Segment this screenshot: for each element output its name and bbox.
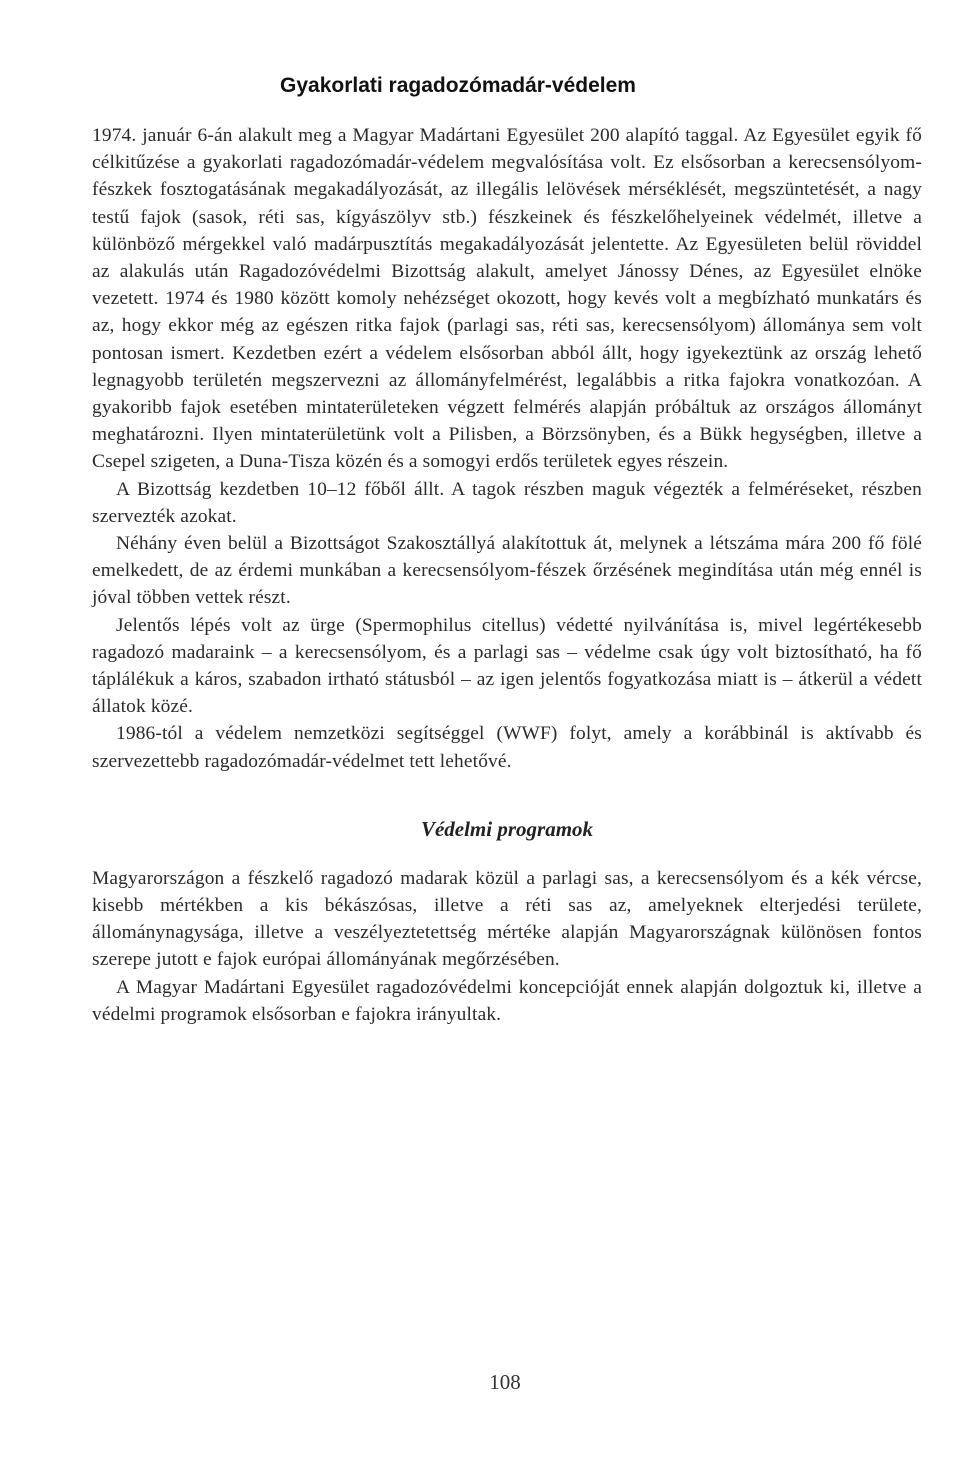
section-title: Gyakorlati ragadozómadár-védelem xyxy=(280,74,636,97)
paragraph-concept: A Magyar Madártani Egyesület ragadozóvédelmi koncepcióját ennek alapján dolgoztuk ki, illetve a védelmi programok elsősorban e fajokra irányultak. xyxy=(92,976,922,1025)
paragraph-section: Néhány éven belül a Bizottságot Szakosztállyá alakítottuk át, melynek a létszáma mára 200 fő fölé emelkedett, de az érdemi munkában a kerecsensólyom-fészek őrzésének megindítása után még ennél is jóval többen vettek részt. xyxy=(92,533,922,609)
page-content xyxy=(92,70,922,1028)
paragraph-founding: 1974. január 6-án alakult meg a Magyar Madártani Egyesület 200 alapító taggal. Az Egyesület egyik fő célkitűzése a gyakorlati ragadozómadár-védelem megvalósítása volt. Ez elsősorban a kerecsensólyom-fészkek fosztogatásának megakadályozását, az illegális lelövések mérséklését, megszüntetését, a nagy testű fajok (sasok, réti sas, kígyászölyv stb.) fészkeinek és fészkelőhelyeinek védelmét, illetve a különböző mérgekkel való madárpusztítás megakadályozását jelentette. Az Egyesületen belül röviddel az alakulás után Ragadozóvédelmi Bizottság alakult, amelyet Jánossy Dénes, az Egyesület elnöke vezetett. 1974 és 1980 között komoly nehézséget okozott, hogy kevés volt a megbízható munkatárs és az, hogy ekkor még az egészen ritka fajok (parlagi sas, réti sas, kerecsensólyom) állománya sem volt pontosan ismert. Kezdetben ezért a védelem elsősorban abból állt, hogy igyekeztünk az ország lehető legnagyobb területén megszervezni az állományfelmérést, legalábbis a ritka fajokra vonatkozóan. A gyakoribb fajok esetében mintaterületeken végzett felmérés alapján próbáltuk az országos állományt meghatározni. Ilyen mintaterületünk volt a Pilisben, a Börzsönyben, és a Bükk hegységben, illetve a Csepel szigeten, a Duna-Tisza közén és a somogyi erdős területek egyes részein. xyxy=(92,125,922,473)
paragraph-ground-squirrel: Jelentős lépés volt az ürge (Spermophilus citellus) védetté nyilvánítása is, mivel legértékesebb ragadozó madaraink – a kerecsensólyom, és a parlagi sas – védelme csak úgy volt biztosítható, ha fő táplálékuk a káros, szabadon irtható státusból – az igen jelentős fogyatkozása miatt is – átkerül a védett állatok közé. xyxy=(92,614,922,718)
paragraph-species: Magyarországon a fészkelő ragadozó madarak közül a parlagi sas, a kerecsensólyom és a kék vércse, kisebb mértékben a kis békászósas, illetve a réti sas az, amelyeknek elterjedési területe, állománynagysága, illetve a veszélyeztetettség mértéke alapján Magyarországnak különösen fontos szerepe jutott e fajok európai állományának megőrzésében. xyxy=(92,867,922,971)
paragraph-committee: A Bizottság kezdetben 10–12 főből állt. A tagok részben maguk végezték a felméréseket, részben szervezték azokat. xyxy=(92,478,922,527)
paragraph-wwf: 1986-tól a védelem nemzetközi segítséggel (WWF) folyt, amely a korábbinál is aktívabb és szervezettebb ragadozómadár-védelmet tett lehetővé. xyxy=(92,723,922,772)
subsection-title: Védelmi programok xyxy=(420,816,594,841)
page-number: 108 xyxy=(489,1370,521,1394)
